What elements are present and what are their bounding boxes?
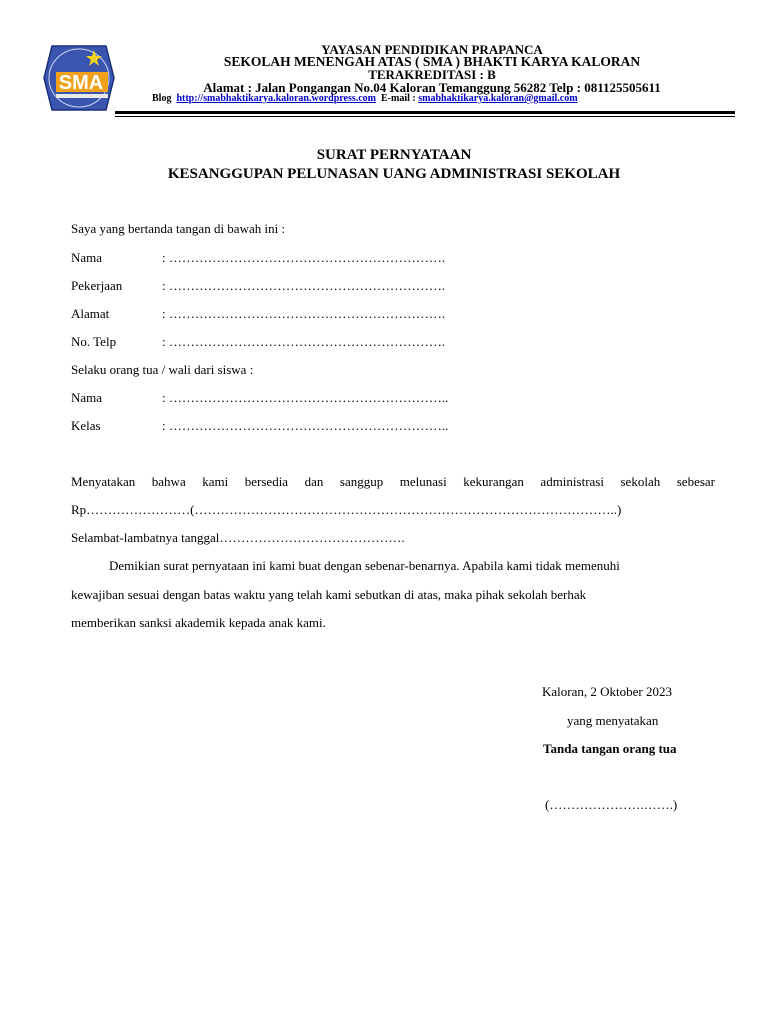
field-label-student-nama: Nama [71,390,103,405]
email-label: E-mail : [381,93,416,104]
field-value-nama: : ………………………………………………………. [162,250,446,265]
header-divider-thick [115,111,735,114]
place-date: Kaloran, 2 Oktober 2023 [542,684,672,699]
intro-text: Saya yang bertanda tangan di bawah ini : [71,221,286,236]
field-label-pekerjaan: Pekerjaan [71,278,123,293]
email-link[interactable]: smabhaktikarya.kaloran@gmail.com [418,93,578,104]
guardian-text: Selaku orang tua / wali dari siswa : [71,362,254,377]
contact-line [152,93,578,104]
blog-label: Blog [152,93,172,104]
field-value-alamat: : ………………………………………………………. [162,306,446,321]
field-value-telp: : ………………………………………………………. [162,334,446,349]
statement-line-1: Menyatakan bahwa kami bersedia dan sanggup melunasi kekurangan administrasi sekolah sebesar [71,474,715,489]
signature-label: Tanda tangan orang tua [543,741,677,756]
signature-name-line: (………………….…….) [545,797,678,812]
document-title: SURAT PERNYATAAN [316,147,472,163]
logo-text: SMA [58,72,104,94]
statement-deadline: Selambat-lambatnya tanggal……………………………………. [71,530,405,545]
field-label-telp: No. Telp [71,334,117,349]
header-divider-thin [115,116,735,117]
school-address: Alamat : Jalan Pongangan No.04 Kaloran Temanggung 56282 Telp : 081125505611 [203,80,661,95]
field-label-alamat: Alamat [71,306,110,321]
field-label-kelas: Kelas [71,418,101,433]
school-name: SEKOLAH MENENGAH ATAS ( SMA ) BHAKTI KARYA KALORAN [223,54,641,69]
blog-link[interactable]: http://smabhaktikarya.kaloran.wordpress.com [176,93,377,104]
document-subtitle: KESANGGUPAN PELUNASAN UANG ADMINISTRASI SEKOLAH [167,166,621,182]
field-value-pekerjaan: : ………………………………………………………. [162,278,446,293]
closing-line-2: kewajiban sesuai dengan batas waktu yang telah kami sebutkan di atas, maka pihak sekolah berhak [71,587,587,602]
accreditation: TERAKREDITASI : B [368,67,496,82]
closing-line-3: memberikan sanksi akademik kepada anak kami. [71,615,326,630]
field-value-kelas: : ……………………………………………………….. [162,418,449,433]
closing-line-1: Demikian surat pernyataan ini kami buat dengan sebenar-benarnya. Apabila kami tidak memenuhi [109,558,620,573]
field-label-nama: Nama [71,250,103,265]
signatory-role: yang menyatakan [567,713,659,728]
field-value-student-nama: : ……………………………………………………….. [162,390,449,405]
statement-amount: Rp……………………(……………………………………………………………………………………..) [71,502,622,517]
foundation-name: YAYASAN PENDIDIKAN PRAPANCA [321,42,543,57]
